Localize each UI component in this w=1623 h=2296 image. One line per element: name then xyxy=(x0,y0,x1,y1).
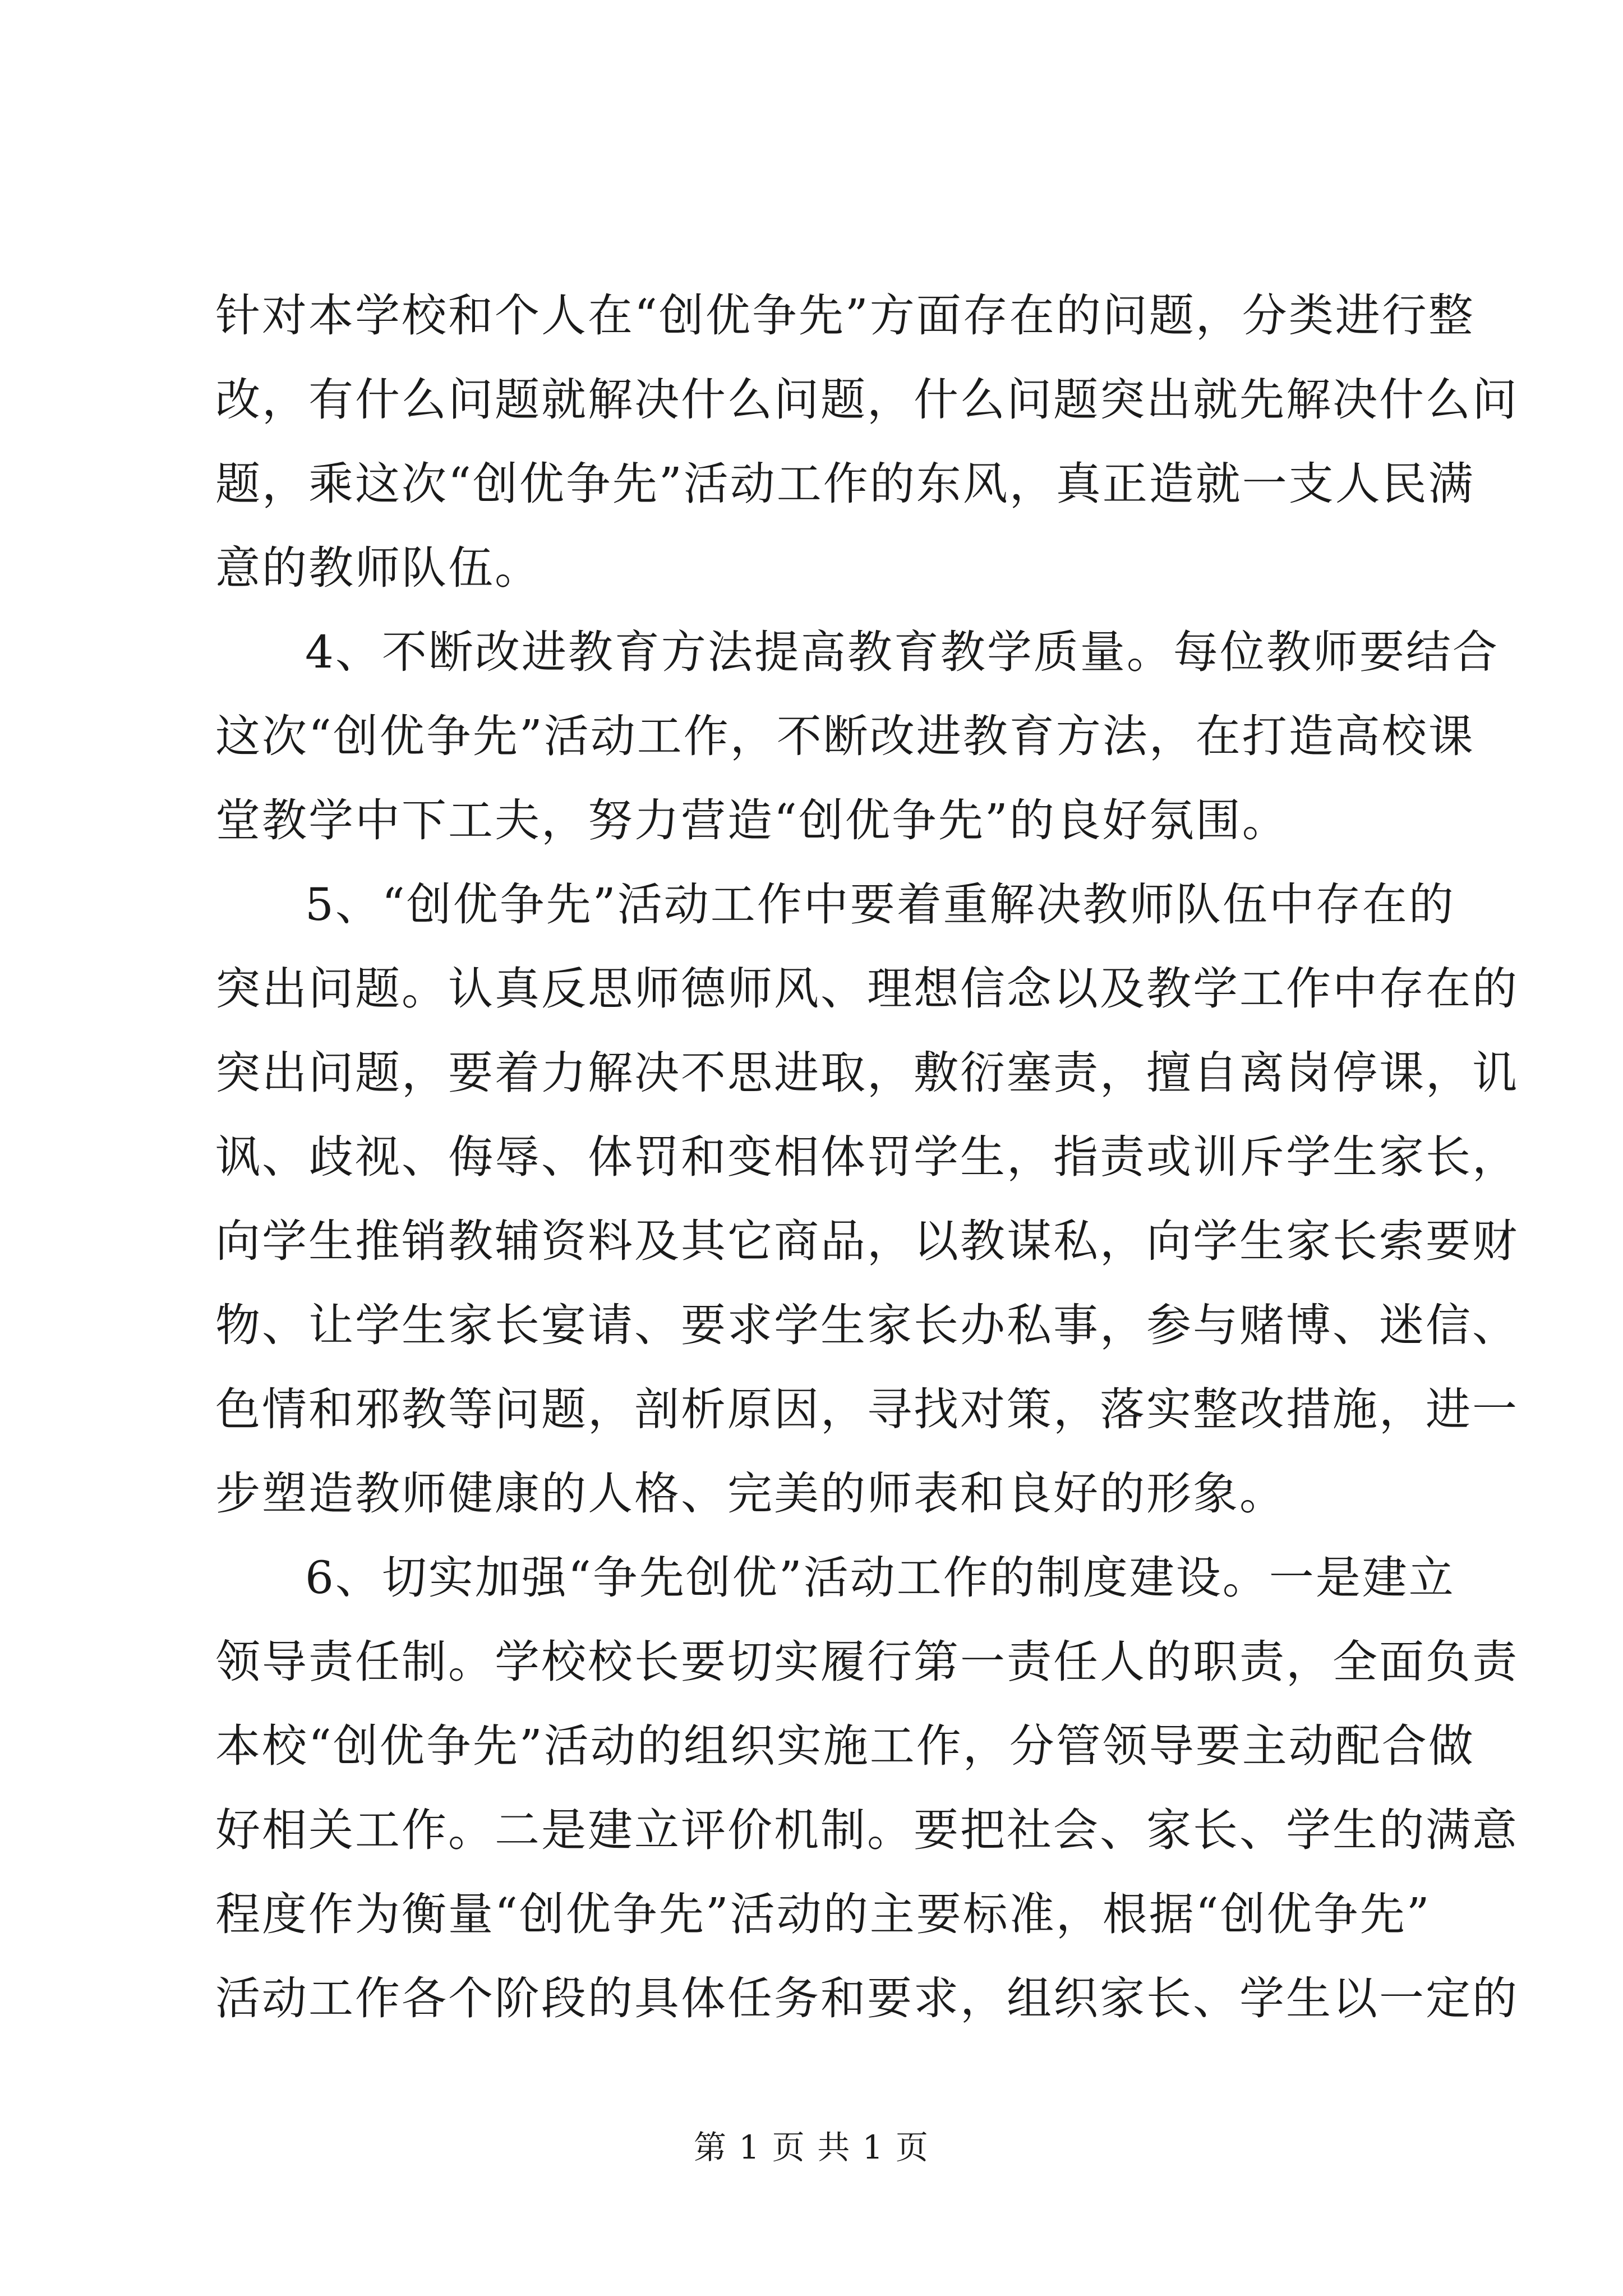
text-line: 向学生推销教辅资料及其它商品，以教谋私，向学生家长索要财 xyxy=(215,1215,1519,1267)
text-line: 突出问题。认真反思师德师风、理想信念以及教学工作中存在的 xyxy=(215,963,1519,1015)
text-line: 题，乘这次“创优争先”活动工作的东风，真正造就一支人民满 xyxy=(215,458,1475,510)
page-footer xyxy=(0,2125,1623,2170)
text-line: 程度作为衡量“创优争先”活动的主要标准，根据“创优争先” xyxy=(215,1888,1431,1940)
paragraph-item-4 xyxy=(215,610,1499,863)
text-line: 讽、歧视、侮辱、体罚和变相体罚学生，指责或训斥学生家长， xyxy=(215,1131,1519,1183)
text-line: 改，有什么问题就解决什么问题，什么问题突出就先解决什么问 xyxy=(215,374,1519,426)
text-line: 领导责任制。学校校长要切实履行第一责任人的职责，全面负责 xyxy=(215,1636,1519,1688)
text-line: 好相关工作。二是建立评价机制。要把社会、家长、学生的满意 xyxy=(215,1804,1519,1856)
text-line: 活动工作各个阶段的具体任务和要求，组织家长、学生以一定的 xyxy=(215,1972,1519,2024)
text-line: 5、“创优争先”活动工作中要着重解决教师队伍中存在的 xyxy=(305,878,1455,931)
text-line: 4、不断改进教育方法提高教育教学质量。每位教师要结合 xyxy=(305,626,1499,678)
text-line: 物、让学生家长宴请、要求学生家长办私事，参与赌博、迷信、 xyxy=(215,1299,1519,1351)
text-line: 针对本学校和个人在“创优争先”方面存在的问题，分类进行整 xyxy=(215,289,1475,342)
text-line: 意的教师队伍。 xyxy=(215,542,541,594)
page-number-label: 第 1 页 共 1 页 xyxy=(694,2128,929,2166)
document-body xyxy=(215,274,1519,2041)
text-line: 6、切实加强“争先创优”活动工作的制度建设。一是建立 xyxy=(305,1552,1455,1604)
text-line: 突出问题，要着力解决不思进取，敷衍塞责，擅自离岗停课，讥 xyxy=(215,1047,1519,1099)
text-line: 这次“创优争先”活动工作，不断改进教育方法，在打造高校课 xyxy=(215,710,1475,762)
text-line: 步塑造教师健康的人格、完美的师表和良好的形象。 xyxy=(215,1467,1286,1520)
paragraph-item-6 xyxy=(215,1536,1519,2041)
text-line: 堂教学中下工夫，努力营造“创优争先”的良好氛围。 xyxy=(215,794,1289,846)
paragraph-continuation xyxy=(215,274,1519,610)
text-line: 本校“创优争先”活动的组织实施工作，分管领导要主动配合做 xyxy=(215,1720,1475,1772)
text-line: 色情和邪教等问题，剖析原因，寻找对策，落实整改措施，进一 xyxy=(215,1383,1519,1435)
paragraph-item-5 xyxy=(215,863,1519,1536)
